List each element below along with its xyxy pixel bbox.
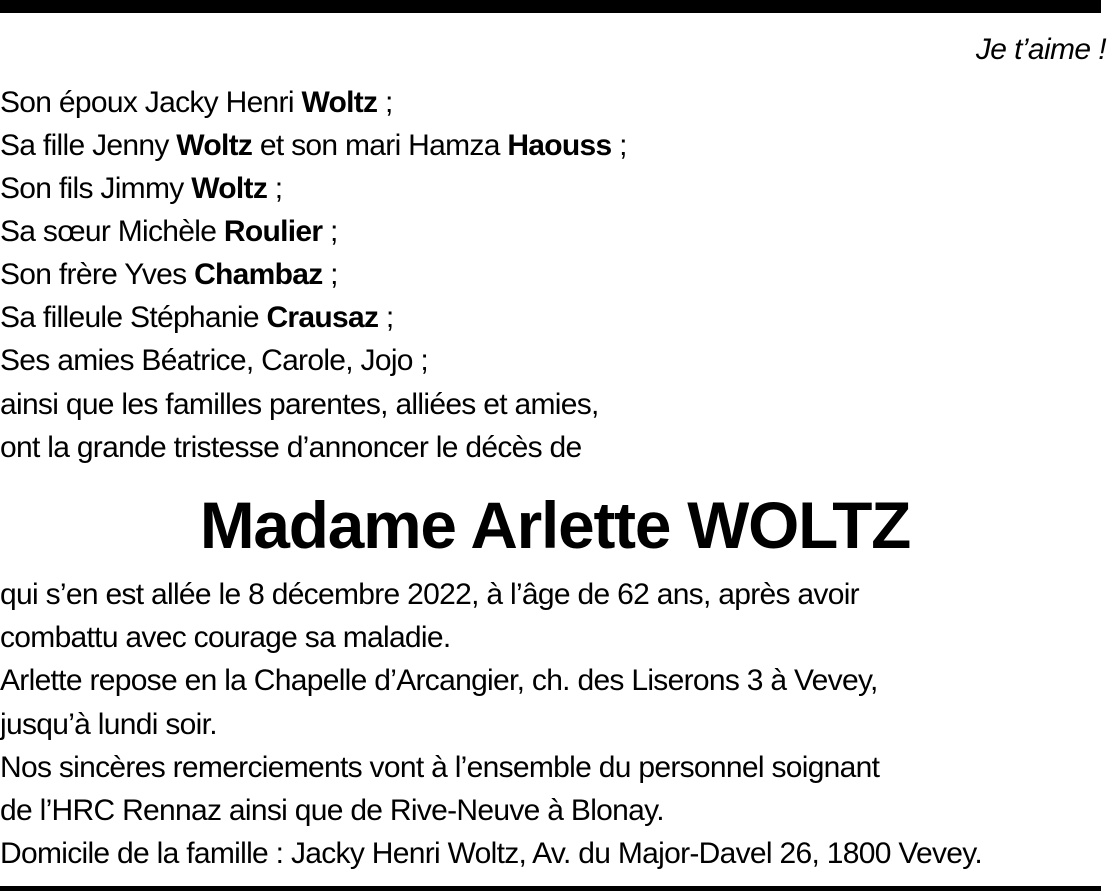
relatives-line: ainsi que les familles parentes, alliées et amies, bbox=[0, 388, 599, 421]
body-line: combattu avec courage sa maladie. bbox=[0, 621, 451, 654]
body-line: Nos sincères remerciements vont à l’ensemble du personnel soignant bbox=[0, 751, 880, 784]
friends-line: Ses amies Béatrice, Carole, Jojo ; bbox=[0, 344, 429, 377]
deceased-name: Madame Arlette WOLTZ bbox=[199, 488, 911, 562]
top-rule bbox=[0, 0, 1101, 13]
family-line-daughter: Sa fille Jenny Woltz et son mari Hamza Haouss ; bbox=[0, 129, 627, 162]
surname: Woltz bbox=[191, 172, 268, 205]
surname: Woltz bbox=[176, 129, 253, 162]
motto-text: Je t’aime ! bbox=[975, 33, 1106, 66]
family-line-goddaughter: Sa filleule Stéphanie Crausaz ; bbox=[0, 301, 394, 334]
body-line: Arlette repose en la Chapelle d’Arcangier, ch. des Liserons 3 à Vevey, bbox=[0, 664, 878, 697]
family-line-spouse: Son époux Jacky Henri Woltz ; bbox=[0, 86, 393, 119]
address-line: Domicile de la famille : Jacky Henri Woltz, Av. du Major-Davel 26, 1800 Vevey. bbox=[0, 837, 982, 870]
body-line: de l’HRC Rennaz ainsi que de Rive-Neuve à Blonay. bbox=[0, 794, 664, 827]
body-line: qui s’en est allée le 8 décembre 2022, à l’âge de 62 ans, après avoir bbox=[0, 578, 859, 611]
surname: Woltz bbox=[301, 86, 378, 119]
family-line-brother: Son frère Yves Chambaz ; bbox=[0, 258, 338, 291]
body-line: jusqu’à lundi soir. bbox=[0, 708, 217, 741]
family-line-son: Son fils Jimmy Woltz ; bbox=[0, 172, 283, 205]
surname: Haouss bbox=[507, 129, 612, 162]
family-line-sister: Sa sœur Michèle Roulier ; bbox=[0, 215, 338, 248]
surname: Roulier bbox=[223, 215, 323, 248]
announcement-line: ont la grande tristesse d’annoncer le décès de bbox=[0, 431, 582, 464]
bottom-rule bbox=[0, 886, 1101, 891]
surname: Chambaz bbox=[194, 258, 323, 291]
surname: Crausaz bbox=[266, 301, 379, 334]
